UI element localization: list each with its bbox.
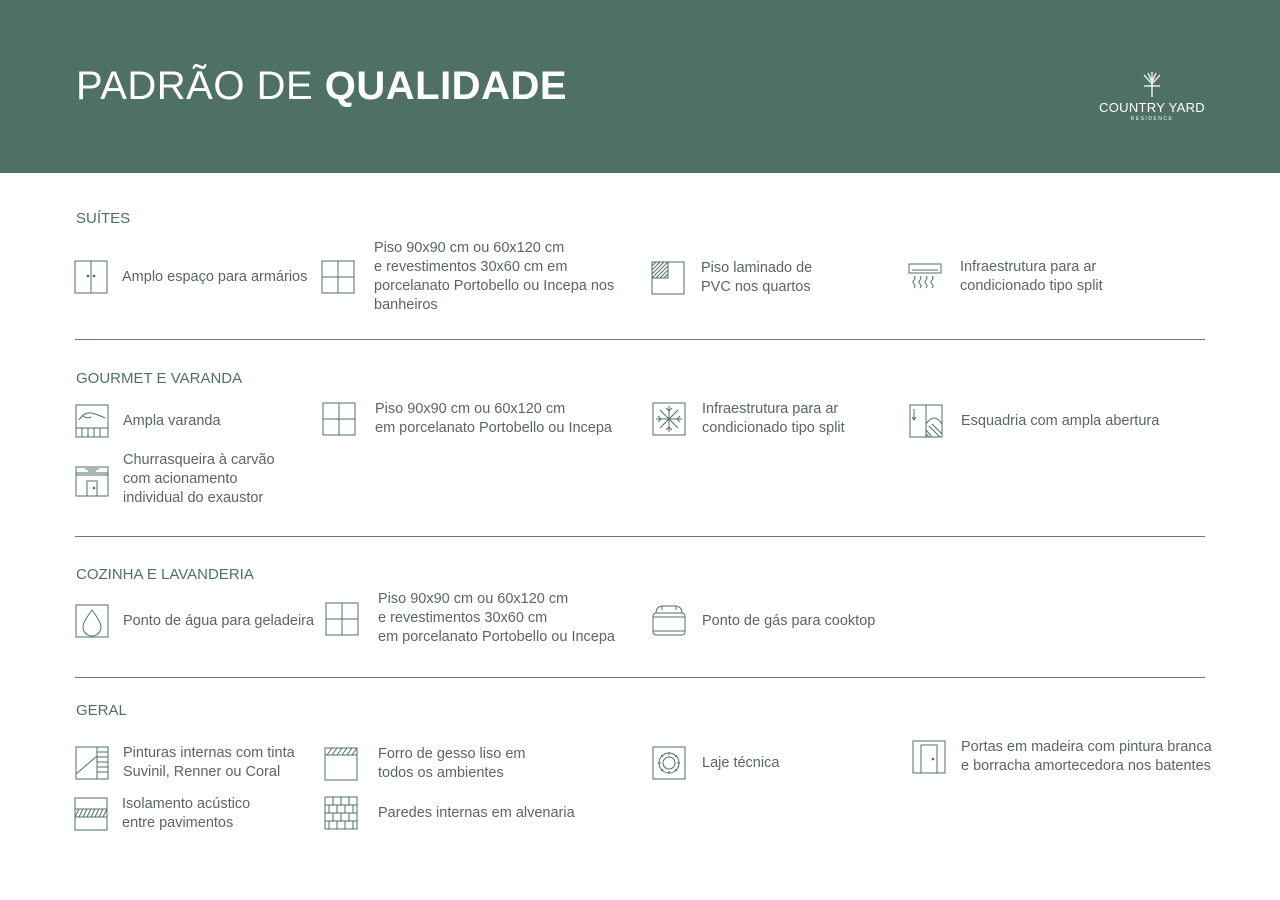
page-title — [76, 64, 567, 109]
feature-text: Ampla varanda — [123, 412, 221, 429]
feature-item — [912, 738, 1212, 776]
feature-text: Forro de gesso liso em todos os ambientes — [378, 746, 526, 781]
section-divider — [75, 677, 1205, 678]
laminate-floor-icon — [651, 261, 685, 295]
section-divider — [75, 339, 1205, 340]
title-bold: QUALIDADE — [324, 64, 568, 108]
brick-wall-icon — [324, 796, 358, 830]
feature-item — [322, 400, 612, 438]
window-frame-icon — [909, 404, 943, 438]
feature-item — [909, 404, 1159, 438]
acoustic-insulation-icon — [74, 797, 108, 831]
feature-item — [74, 260, 307, 294]
balcony-icon — [75, 404, 109, 438]
feature-item — [75, 451, 275, 508]
gas-cylinder-icon — [652, 604, 686, 638]
feature-text: Piso 90x90 cm ou 60x120 cm e revestimentos 30x60 cm em porcelanato Portobello ou Incepa — [378, 591, 615, 645]
feature-text: Esquadria com ampla abertura — [961, 412, 1160, 429]
logo-subtitle: RESIDENCE — [1130, 116, 1174, 122]
barbecue-icon — [75, 463, 109, 497]
feature-item — [325, 590, 615, 647]
ceiling-icon — [324, 747, 358, 781]
water-drop-icon — [75, 604, 109, 638]
tree-logo-icon — [1138, 72, 1166, 98]
feature-text: Pinturas internas com tinta Suvinil, Renner ou Coral — [123, 745, 295, 780]
feature-item — [652, 400, 845, 438]
tile-icon — [321, 260, 355, 294]
feature-item — [324, 745, 525, 783]
feature-text: Piso 90x90 cm ou 60x120 cm em porcelanato Portobello ou Incepa — [375, 401, 612, 436]
logo — [1092, 72, 1212, 122]
feature-text: Ponto de gás para cooktop — [702, 612, 876, 629]
tile-icon — [322, 402, 356, 436]
feature-text: Churrasqueira à carvão com acionamento individual do exaustor — [123, 452, 275, 506]
feature-text: Laje técnica — [702, 754, 780, 771]
feature-text: Infraestrutura para ar condicionado tipo split — [960, 259, 1103, 294]
feature-item — [321, 239, 614, 315]
tile-icon — [325, 602, 359, 636]
door-icon — [912, 740, 946, 774]
feature-item — [651, 259, 812, 297]
gear-icon — [652, 746, 686, 780]
feature-text: Piso 90x90 cm ou 60x120 cm e revestimentos 30x60 cm em porcelanato Portobello ou Incepa nos banheiros — [374, 240, 615, 313]
feature-text: Paredes internas em alvenaria — [378, 804, 575, 821]
title-light: PADRÃO DE — [76, 64, 325, 108]
feature-text: Isolamento acústico entre pavimentos — [122, 796, 251, 831]
feature-item — [75, 744, 295, 782]
snowflake-icon — [652, 402, 686, 436]
feature-text: Infraestrutura para ar condicionado tipo split — [702, 401, 845, 436]
logo-name: COUNTRY YARD — [1099, 100, 1205, 115]
feature-text: Amplo espaço para armários — [122, 268, 308, 285]
air-conditioner-icon — [908, 260, 942, 294]
feature-item — [908, 258, 1103, 296]
paint-icon — [75, 746, 109, 780]
feature-item — [324, 796, 575, 830]
section-divider — [75, 536, 1205, 537]
header-banner — [0, 0, 1280, 173]
feature-text: Ponto de água para geladeira — [123, 612, 315, 629]
section-title-suites: SUÍTES — [76, 210, 131, 227]
feature-text: Portas em madeira com pintura branca e borracha amortecedora nos batentes — [961, 739, 1212, 774]
section-title-geral: GERAL — [76, 702, 127, 719]
feature-text: Piso laminado de PVC nos quartos — [701, 260, 813, 295]
feature-item — [652, 604, 875, 638]
feature-item — [75, 404, 221, 438]
feature-item — [74, 795, 250, 833]
wardrobe-icon — [74, 260, 108, 294]
feature-item — [652, 746, 779, 780]
section-title-cozinha: COZINHA E LAVANDERIA — [76, 566, 254, 583]
feature-item — [75, 604, 314, 638]
section-title-gourmet: GOURMET E VARANDA — [76, 370, 243, 387]
